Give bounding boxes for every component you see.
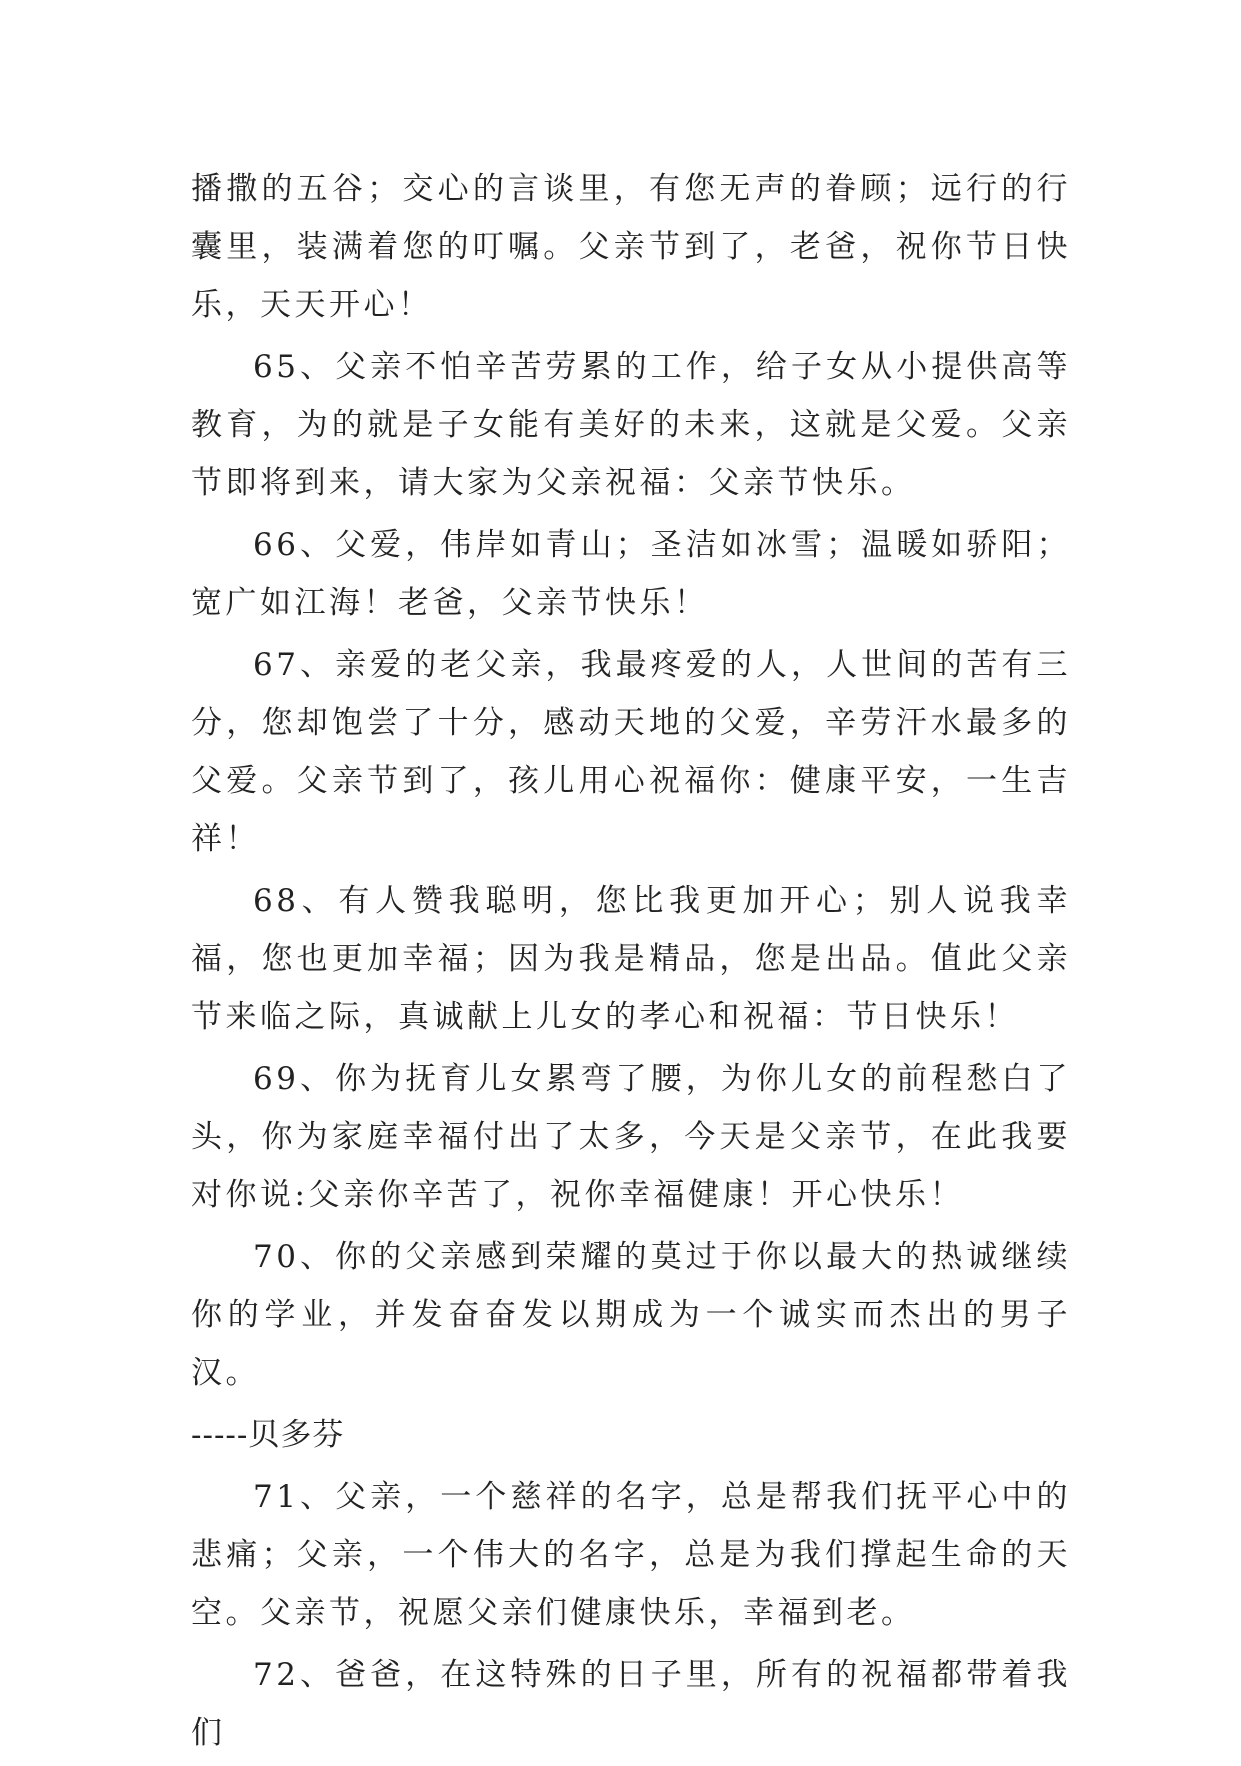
paragraph-65: 65、父亲不怕辛苦劳累的工作，给子女从小提供高等教育，为的就是子女能有美好的未来，这就是父爱。父亲节即将到来，请大家为父亲祝福：父亲节快乐。 [191, 349, 1071, 501]
paragraph-70: 70、你的父亲感到荣耀的莫过于你以最大的热诚继续你的学业，并发奋奋发以期成为一个诚实而杰出的男子汉。 [191, 1239, 1071, 1391]
paragraph-66: 66、父爱，伟岸如青山；圣洁如冰雪；温暖如骄阳；宽广如江海！老爸，父亲节快乐！ [191, 527, 1071, 621]
paragraph-continued: 播撒的五谷；交心的言谈里，有您无声的眷顾；远行的行囊里，装满着您的叮嘱。父亲节到了，老爸，祝你节日快乐，天天开心！ [191, 171, 1071, 323]
paragraph-69: 69、你为抚育儿女累弯了腰，为你儿女的前程愁白了头，你为家庭幸福付出了太多，今天是父亲节，在此我要对你说:父亲你辛苦了，祝你幸福健康！开心快乐！ [191, 1061, 1071, 1213]
paragraph-71: 71、父亲，一个慈祥的名字，总是帮我们抚平心中的悲痛；父亲，一个伟大的名字，总是为我们撑起生命的天空。父亲节，祝愿父亲们健康快乐，幸福到老。 [191, 1479, 1071, 1631]
document-body [191, 160, 1071, 1766]
paragraph-67: 67、亲爱的老父亲，我最疼爱的人，人世间的苦有三分，您却饱尝了十分，感动天地的父爱，辛劳汗水最多的父爱。父亲节到了，孩儿用心祝福你：健康平安，一生吉祥！ [191, 647, 1071, 857]
paragraph-72: 72、爸爸，在这特殊的日子里，所有的祝福都带着我们 [191, 1657, 1071, 1751]
paragraph-70-attribution: -----贝多芬 [191, 1417, 345, 1453]
paragraph-68: 68、有人赞我聪明，您比我更加开心；别人说我幸福，您也更加幸福；因为我是精品，您是出品。值此父亲节来临之际，真诚献上儿女的孝心和祝福：节日快乐！ [191, 883, 1071, 1035]
